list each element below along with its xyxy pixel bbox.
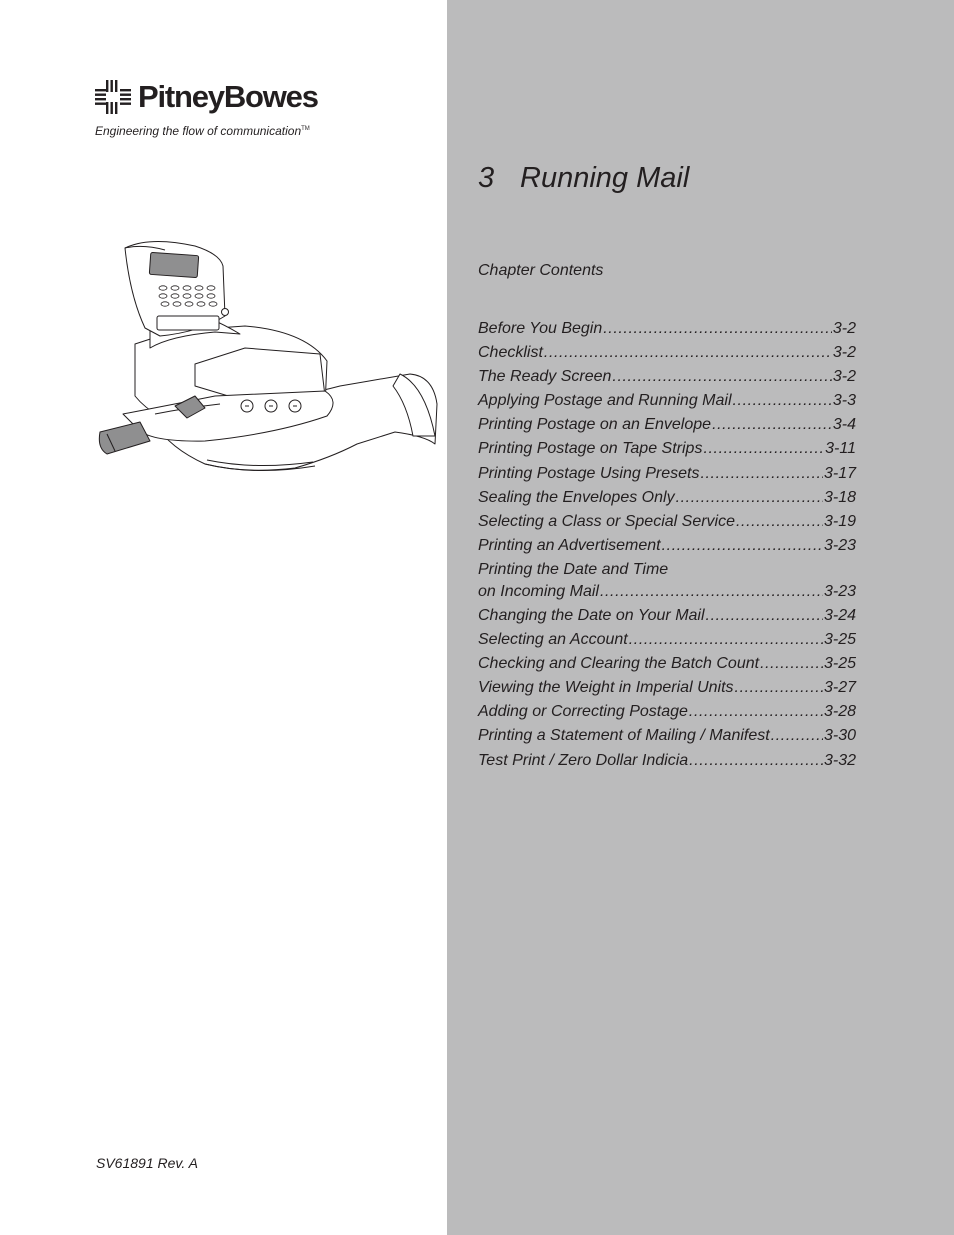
toc-entry-title: The Ready Screen xyxy=(478,368,612,386)
logo-tagline: Engineering the flow of communication™ xyxy=(95,124,310,138)
toc-entry[interactable] xyxy=(478,463,856,487)
table-of-contents xyxy=(478,318,856,774)
toc-entry-page: 3-27 xyxy=(823,679,856,697)
toc-leader-dots xyxy=(600,581,823,603)
toc-entry-page: 3-11 xyxy=(825,440,856,458)
toc-entry[interactable] xyxy=(478,438,856,462)
toc-entry[interactable] xyxy=(478,487,856,511)
toc-leader-dots xyxy=(700,463,823,484)
toc-entry[interactable] xyxy=(478,342,856,366)
toc-leader-dots xyxy=(733,390,832,411)
postage-meter-machine-illustration xyxy=(95,236,440,476)
toc-entry-title: Viewing the Weight in Imperial Units xyxy=(478,679,734,697)
toc-leader-dots xyxy=(662,535,823,556)
toc-entry-page: 3-32 xyxy=(823,751,856,769)
toc-entry-title: Selecting a Class or Special Service xyxy=(478,512,736,530)
toc-entry-page: 3-25 xyxy=(823,631,856,649)
toc-entry-title: Selecting an Account xyxy=(478,631,628,649)
toc-entry-title: Printing the Date and Time xyxy=(478,560,669,578)
toc-leader-dots xyxy=(612,366,831,387)
toc-entry-title: Test Print / Zero Dollar Indicia xyxy=(478,751,689,769)
toc-entry[interactable] xyxy=(478,605,856,629)
chapter-contents-heading: Chapter Contents xyxy=(478,262,604,279)
toc-leader-dots xyxy=(689,750,823,771)
toc-entry[interactable] xyxy=(478,653,856,677)
toc-entry-page: 3-23 xyxy=(823,582,856,600)
pitney-bowes-logo-mark-icon xyxy=(95,80,131,114)
toc-entry[interactable] xyxy=(478,677,856,701)
toc-leader-dots xyxy=(712,414,832,435)
toc-entry-title: Printing Postage on an Envelope xyxy=(478,416,712,434)
toc-entry-page: 3-17 xyxy=(823,464,856,482)
toc-entry-title: Checking and Clearing the Batch Count xyxy=(478,655,760,673)
toc-entry[interactable] xyxy=(478,725,856,749)
toc-entry[interactable] xyxy=(478,629,856,653)
toc-entry-title: Sealing the Envelopes Only xyxy=(478,488,675,506)
toc-entry-title: Adding or Correcting Postage xyxy=(478,703,688,721)
toc-entry[interactable] xyxy=(478,366,856,390)
toc-entry-title: Applying Postage and Running Mail xyxy=(478,392,732,410)
toc-entry-title: Printing a Statement of Mailing / Manifest xyxy=(478,727,770,745)
toc-entry[interactable] xyxy=(478,701,856,725)
chapter-title xyxy=(478,159,689,197)
toc-entry[interactable] xyxy=(478,559,856,605)
toc-entry-title: Printing Postage on Tape Strips xyxy=(478,440,703,458)
toc-entry-page: 3-25 xyxy=(823,655,856,673)
chapter-title-text: Running Mail xyxy=(520,162,690,194)
toc-entry-title: Before You Begin xyxy=(478,320,603,337)
toc-entry-page: 3-2 xyxy=(832,320,856,337)
toc-leader-dots xyxy=(544,342,832,363)
toc-entry[interactable] xyxy=(478,390,856,414)
toc-entry-page: 3-2 xyxy=(832,368,856,386)
toc-entry-title: Checklist xyxy=(478,344,543,362)
toc-entry-page: 3-24 xyxy=(823,606,856,624)
toc-leader-dots xyxy=(760,653,823,674)
toc-entry-page: 3-30 xyxy=(823,727,856,745)
toc-entry-title: Printing an Advertisement xyxy=(478,536,661,554)
toc-entry[interactable] xyxy=(478,414,856,438)
toc-entry[interactable] xyxy=(478,750,856,774)
toc-entry-page: 3-2 xyxy=(832,344,856,362)
toc-entry-page: 3-3 xyxy=(832,392,856,410)
toc-leader-dots xyxy=(629,629,823,650)
toc-entry[interactable] xyxy=(478,535,856,559)
toc-entry-page: 3-28 xyxy=(823,703,856,721)
toc-leader-dots xyxy=(771,725,823,746)
chapter-number: 3 xyxy=(478,162,495,194)
toc-leader-dots xyxy=(736,511,823,532)
toc-entry-page: 3-23 xyxy=(823,536,856,554)
toc-entry[interactable] xyxy=(478,318,856,342)
document-revision: SV61891 Rev. A xyxy=(96,1155,198,1171)
toc-leader-dots xyxy=(603,318,832,339)
toc-entry-page: 3-4 xyxy=(832,416,856,434)
toc-leader-dots xyxy=(689,701,823,722)
toc-entry-title: Printing Postage Using Presets xyxy=(478,464,700,482)
toc-entry[interactable] xyxy=(478,511,856,535)
toc-leader-dots xyxy=(706,605,823,626)
toc-leader-dots xyxy=(703,438,824,459)
toc-entry-page: 3-18 xyxy=(823,488,856,506)
toc-entry-title-continued: on Incoming Mail xyxy=(478,582,599,600)
toc-leader-dots xyxy=(735,677,823,698)
toc-leader-dots xyxy=(676,487,823,508)
pitney-bowes-logo xyxy=(95,78,345,148)
logo-wordmark: PitneyBowes xyxy=(138,79,318,114)
toc-entry-page: 3-19 xyxy=(823,512,856,530)
toc-entry-title: Changing the Date on Your Mail xyxy=(478,606,705,624)
